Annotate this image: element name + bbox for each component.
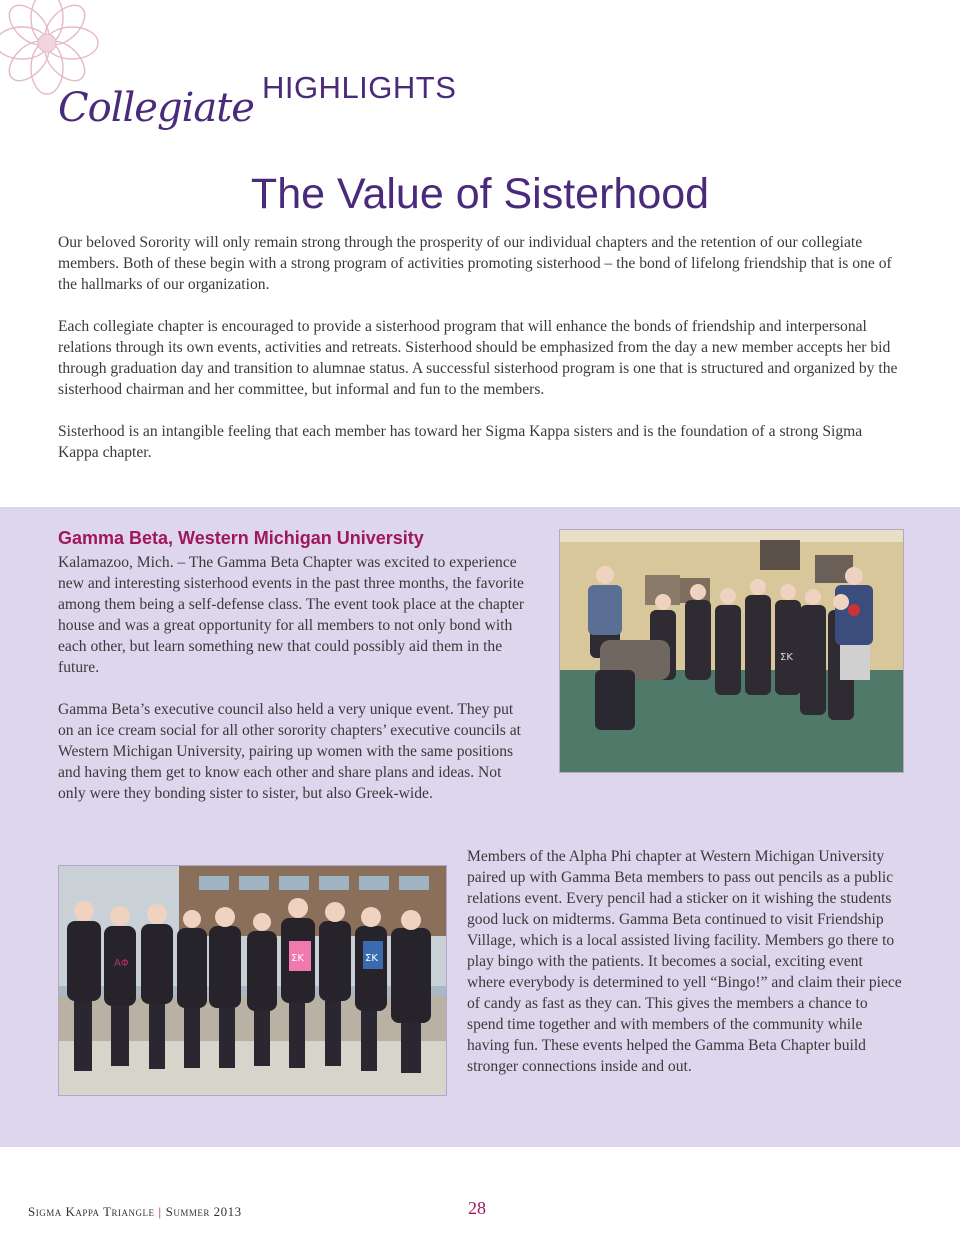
group-photo-indoor <box>559 529 904 773</box>
footer-issue: Summer 2013 <box>165 1204 242 1219</box>
chapter-text-left <box>58 552 528 825</box>
footer-publication: Sigma Kappa Triangle <box>28 1204 155 1219</box>
shirt-letters: ΣΚ <box>291 953 304 964</box>
chapter-heading: Gamma Beta, Western Michigan University <box>58 528 424 548</box>
section-header-caps: HIGHLIGHTS <box>261 70 457 105</box>
intro-text <box>58 232 900 484</box>
shirt-letters: ΣΚ <box>780 652 793 663</box>
footer <box>28 1204 242 1220</box>
page-number: 28 <box>468 1198 486 1218</box>
section-header <box>58 48 457 131</box>
footer-divider: | <box>158 1204 162 1219</box>
chapter-paragraph: Kalamazoo, Mich. – The Gamma Beta Chapter was excited to experience new and interesting sisterhood events in the past three months, the favorite among them being a self-defense class. The event took place at the chapter house and was a great opportunity for all members to not only bond with each other, but learn something new that could possibly aid them in the future. <box>58 554 525 676</box>
intro-paragraph: Each collegiate chapter is encouraged to provide a sisterhood program that will enhance the bonds of friendship and interpersonal relations through its own events, activities and retreats. Sisterhood should be emphasized from the day a new member accepts her bid through graduation day and transition to alumnae status. A successful sisterhood program is one that is structured and organized by the sisterhood chairman and her committee, but informal and fun to the members. <box>58 318 898 398</box>
shirt-letters: AΦ <box>114 958 129 969</box>
chapter-paragraph: Gamma Beta’s executive council also held a very unique event. They put on an ice cream social for all other sorority chapters’ executive councils at Western Michigan University, pairing up women with the same positions and having them get to know each other and share plans and ideas. Not only were they bonding sister to sister, but also Greek-wide. <box>58 701 521 802</box>
intro-paragraph: Sisterhood is an intangible feeling that each member has toward her Sigma Kappa sisters and is the foundation of a strong Sigma Kappa chapter. <box>58 423 863 461</box>
group-photo-outdoor <box>58 865 447 1096</box>
chapter-text-right <box>467 846 902 1077</box>
shirt-letters: ΣΚ <box>365 953 378 964</box>
section-header-script: Collegiate <box>58 85 254 131</box>
article-title: The Value of Sisterhood <box>250 170 710 218</box>
chapter-paragraph: Members of the Alpha Phi chapter at Western Michigan University paired up with Gamma Beta members to pass out pencils as a public relations event. Every pencil had a sticker on it wishing the students good luck on midterms. Gamma Beta continued to visit Friendship Village, which is a local assisted living facility. Members go there to play bingo with the patients. It becomes a social, exciting event where everybody is determined to yell “Bingo!” and claim their piece of candy as fast as they can. This gives the members a chance to spend time together and with members of the community while having fun. These events helped the Gamma Beta Chapter build stronger connections inside and out. <box>467 848 902 1075</box>
intro-paragraph: Our beloved Sorority will only remain strong through the prosperity of our individual chapters and the retention of our collegiate members. Both of these begin with a strong program of activities promoting sisterhood – the bond of lifelong friendship that is one of the hallmarks of our organization. <box>58 234 892 293</box>
